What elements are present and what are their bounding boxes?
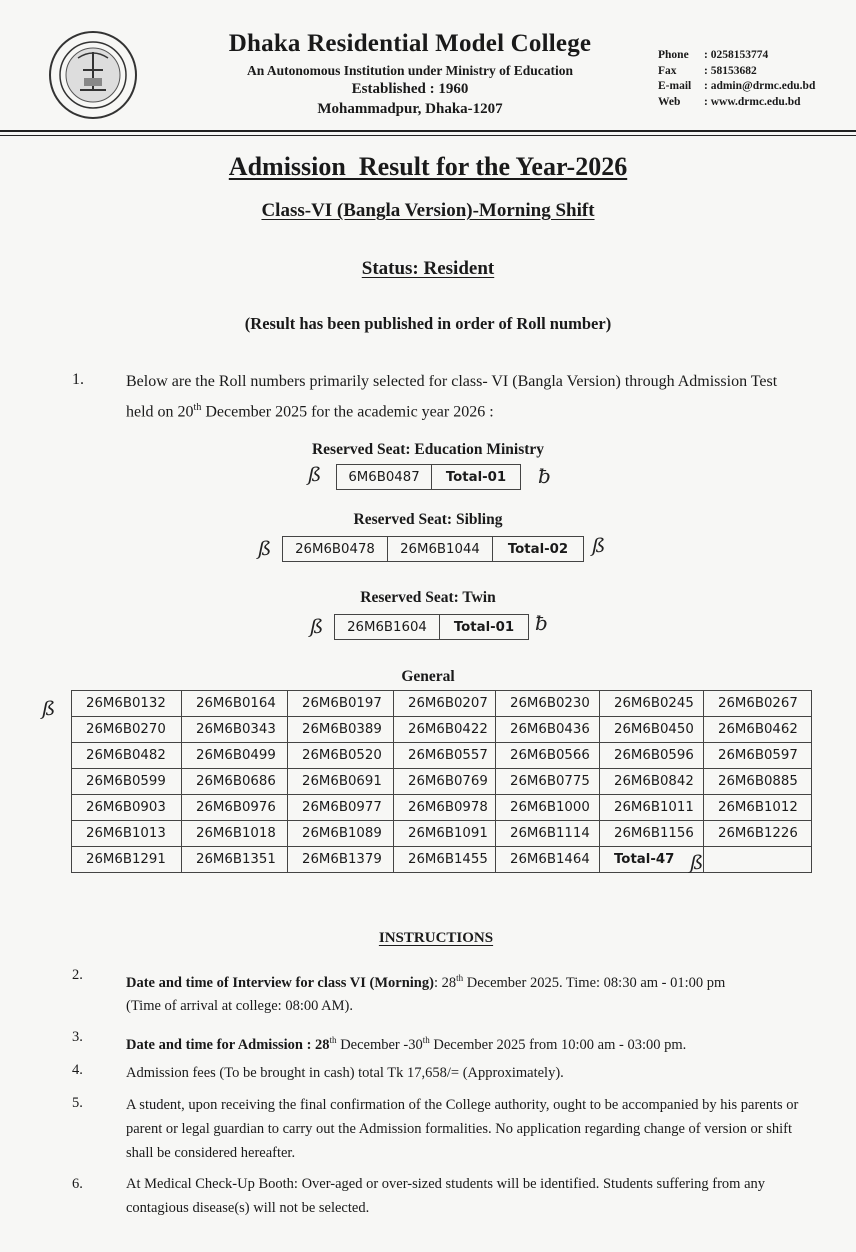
college-details xyxy=(150,62,670,119)
page-title xyxy=(0,152,856,182)
roll-cell: 26M6B1455 xyxy=(394,847,496,873)
roll-cell: 26M6B0903 xyxy=(72,795,182,821)
instruction-2-sup: th xyxy=(456,973,464,983)
total-cell: Total-47 xyxy=(600,847,704,873)
item1-text xyxy=(126,369,806,425)
roll-cell: 26M6B0450 xyxy=(600,717,704,743)
roll-cell: 26M6B0520 xyxy=(288,743,394,769)
item1-text-b: December 2025 for the academic year 2026 : xyxy=(201,403,494,421)
instruction-2-line2: (Time of arrival at college: 08:00 AM). xyxy=(126,997,353,1014)
instruction-2-bold: Date and time of Interview for class VI (Morning) xyxy=(126,974,434,991)
roll-cell: 26M6B1379 xyxy=(288,847,394,873)
instruction-3-a: December -30 xyxy=(336,1036,423,1053)
roll-cell: 26M6B0769 xyxy=(394,769,496,795)
roll-cell: 26M6B0842 xyxy=(600,769,704,795)
instruction-3-sup: th xyxy=(422,1035,430,1045)
roll-cell: 26M6B1000 xyxy=(496,795,600,821)
reserved-twin-table xyxy=(334,614,529,640)
instruction-5: A student, upon receiving the final confirmation of the College authority, ought to be accompanied by his parents or parent or legal guardian to carry out the Admission formalities. No application regarding change of version or shift shall be considered hereafter. xyxy=(126,1097,799,1161)
college-subtitle: An Autonomous Institution under Ministry of Education xyxy=(246,63,574,78)
general-label: General xyxy=(401,668,455,685)
class-title-text: Class-VI (Bangla Version)-Morning Shift xyxy=(261,200,595,221)
roll-cell: 26M6B1011 xyxy=(600,795,704,821)
table-row xyxy=(335,615,529,640)
reserved-education-label: Reserved Seat: Education Ministry xyxy=(311,441,545,458)
contact-web xyxy=(658,95,815,111)
total-cell: Total-02 xyxy=(493,537,584,562)
item1-text-a: Below are the Roll numbers primarily selected for class- VI (Bangla Version) through Admission Test held on 20 xyxy=(126,373,778,421)
roll-cell: 26M6B0132 xyxy=(72,691,182,717)
class-title xyxy=(0,200,856,222)
roll-cell: 26M6B1114 xyxy=(496,821,600,847)
instruction-2 xyxy=(126,967,806,1018)
roll-cell: 26M6B1018 xyxy=(182,821,288,847)
item-number: 4. xyxy=(72,1062,83,1078)
signature-initial: ß xyxy=(310,614,324,638)
roll-cell: 26M6B1013 xyxy=(72,821,182,847)
roll-cell: 26M6B1604 xyxy=(335,615,440,640)
roll-cell: 26M6B0557 xyxy=(394,743,496,769)
roll-cell: 26M6B0482 xyxy=(72,743,182,769)
roll-cell: 26M6B1044 xyxy=(388,537,493,562)
instruction-2-b: December 2025. Time: 08:30 am - 01:00 pm xyxy=(463,974,726,991)
contact-email xyxy=(658,79,815,95)
item-number: 3. xyxy=(72,1029,83,1045)
roll-cell: 26M6B1464 xyxy=(496,847,600,873)
roll-cell: 26M6B0267 xyxy=(704,691,812,717)
roll-cell: 6M6B0487 xyxy=(337,465,432,490)
roll-cell: 26M6B0686 xyxy=(182,769,288,795)
contact-key: Phone xyxy=(658,49,689,61)
roll-cell: 26M6B0691 xyxy=(288,769,394,795)
roll-cell: 26M6B0596 xyxy=(600,743,704,769)
general-roll-body xyxy=(72,691,812,873)
roll-cell: 26M6B0245 xyxy=(600,691,704,717)
instruction-3 xyxy=(126,1029,806,1057)
roll-cell: 26M6B1291 xyxy=(72,847,182,873)
signature-initial: ß xyxy=(592,533,606,557)
instruction-3-b: December 2025 from 10:00 am - 03:00 pm. xyxy=(429,1036,687,1053)
table-row xyxy=(337,465,521,490)
roll-cell: 26M6B0389 xyxy=(288,717,394,743)
table-row xyxy=(72,821,812,847)
status-title xyxy=(0,258,856,280)
contact-block xyxy=(658,48,815,110)
table-row xyxy=(72,769,812,795)
roll-cell: 26M6B0164 xyxy=(182,691,288,717)
roll-cell: 26M6B0885 xyxy=(704,769,812,795)
instruction-2-a: : 28 xyxy=(433,974,457,991)
instruction-3-bold: Date and time for Admission : 28 xyxy=(126,1036,330,1053)
total-cell: Total-01 xyxy=(440,615,529,640)
roll-cell: 26M6B0436 xyxy=(496,717,600,743)
reserved-education-table xyxy=(336,464,521,490)
contact-key: Web xyxy=(658,95,681,108)
signature-initial: ß xyxy=(258,536,272,560)
roll-cell: 26M6B1156 xyxy=(600,821,704,847)
college-logo xyxy=(48,30,138,120)
signature-initial: ß xyxy=(690,850,704,874)
roll-cell: 26M6B0462 xyxy=(704,717,812,743)
roll-cell: 26M6B1226 xyxy=(704,821,812,847)
item-number: 2. xyxy=(72,967,83,983)
header-rule xyxy=(0,130,856,132)
header-rule-thin xyxy=(0,135,856,136)
contact-phone xyxy=(658,48,815,64)
instructions-title-text: INSTRUCTIONS xyxy=(378,930,494,946)
status-title-text: Status: Resident xyxy=(361,258,495,279)
general-roll-table xyxy=(71,690,812,873)
signature-initial: ß xyxy=(308,462,322,486)
instruction-4: Admission fees (To be brought in cash) total Tk 17,658/= (Approximately). xyxy=(126,1065,564,1081)
college-name: Dhaka Residential Model College xyxy=(228,30,592,57)
roll-cell: 26M6B0197 xyxy=(288,691,394,717)
reserved-twin-label: Reserved Seat: Twin xyxy=(360,589,496,606)
roll-cell: 26M6B0978 xyxy=(394,795,496,821)
roll-cell: 26M6B1089 xyxy=(288,821,394,847)
item-number: 5. xyxy=(72,1095,83,1111)
roll-cell: 26M6B0775 xyxy=(496,769,600,795)
roll-cell: 26M6B1012 xyxy=(704,795,812,821)
roll-cell: 26M6B0499 xyxy=(182,743,288,769)
roll-cell: 26M6B1091 xyxy=(394,821,496,847)
instruction-6: At Medical Check-Up Booth: Over-aged or over-sized students will be identified. Students suffering from any contagious disease(s) will not be selected. xyxy=(126,1176,766,1216)
roll-cell: 26M6B0599 xyxy=(72,769,182,795)
contact-value: : 0258153774 xyxy=(704,49,769,61)
roll-cell: 26M6B0566 xyxy=(496,743,600,769)
total-cell: Total-01 xyxy=(432,465,521,490)
page-title-text: Admission Result for the Year-2026 xyxy=(228,152,628,181)
roll-cell: 26M6B0478 xyxy=(283,537,388,562)
contact-fax xyxy=(658,64,815,80)
roll-cell: 26M6B0230 xyxy=(496,691,600,717)
roll-cell: 26M6B0270 xyxy=(72,717,182,743)
reserved-sibling-label: Reserved Seat: Sibling xyxy=(353,511,503,528)
roll-cell: 26M6B0976 xyxy=(182,795,288,821)
contact-value: : admin@drmc.edu.bd xyxy=(704,80,816,92)
contact-value: : www.drmc.edu.bd xyxy=(704,95,801,108)
signature-initial: ƀ xyxy=(535,611,548,635)
item1-sup: th xyxy=(193,402,202,413)
instructions-title xyxy=(0,930,856,947)
order-note: (Result has been published in order of Roll number) xyxy=(244,314,612,333)
roll-cell: 26M6B0207 xyxy=(394,691,496,717)
item-number: 1. xyxy=(72,371,84,388)
table-row xyxy=(72,717,812,743)
roll-cell: 26M6B0597 xyxy=(704,743,812,769)
contact-key: E-mail xyxy=(658,80,692,92)
contact-key: Fax xyxy=(658,64,677,77)
table-row xyxy=(72,743,812,769)
table-row xyxy=(72,795,812,821)
contact-value: : 58153682 xyxy=(704,64,757,77)
reserved-sibling-table xyxy=(282,536,584,562)
signature-initial: ƀ xyxy=(538,464,551,488)
roll-cell: 26M6B0343 xyxy=(182,717,288,743)
address: Mohammadpur, Dhaka-1207 xyxy=(317,101,503,117)
roll-cell: 26M6B0422 xyxy=(394,717,496,743)
instruction-3-sup: th xyxy=(329,1035,337,1045)
roll-cell xyxy=(704,847,812,873)
table-row xyxy=(283,537,584,562)
signature-initial: ß xyxy=(42,696,56,720)
table-row xyxy=(72,691,812,717)
roll-cell: 26M6B0977 xyxy=(288,795,394,821)
established: Established : 1960 xyxy=(351,81,469,97)
item-number: 6. xyxy=(72,1176,83,1192)
roll-cell: 26M6B1351 xyxy=(182,847,288,873)
